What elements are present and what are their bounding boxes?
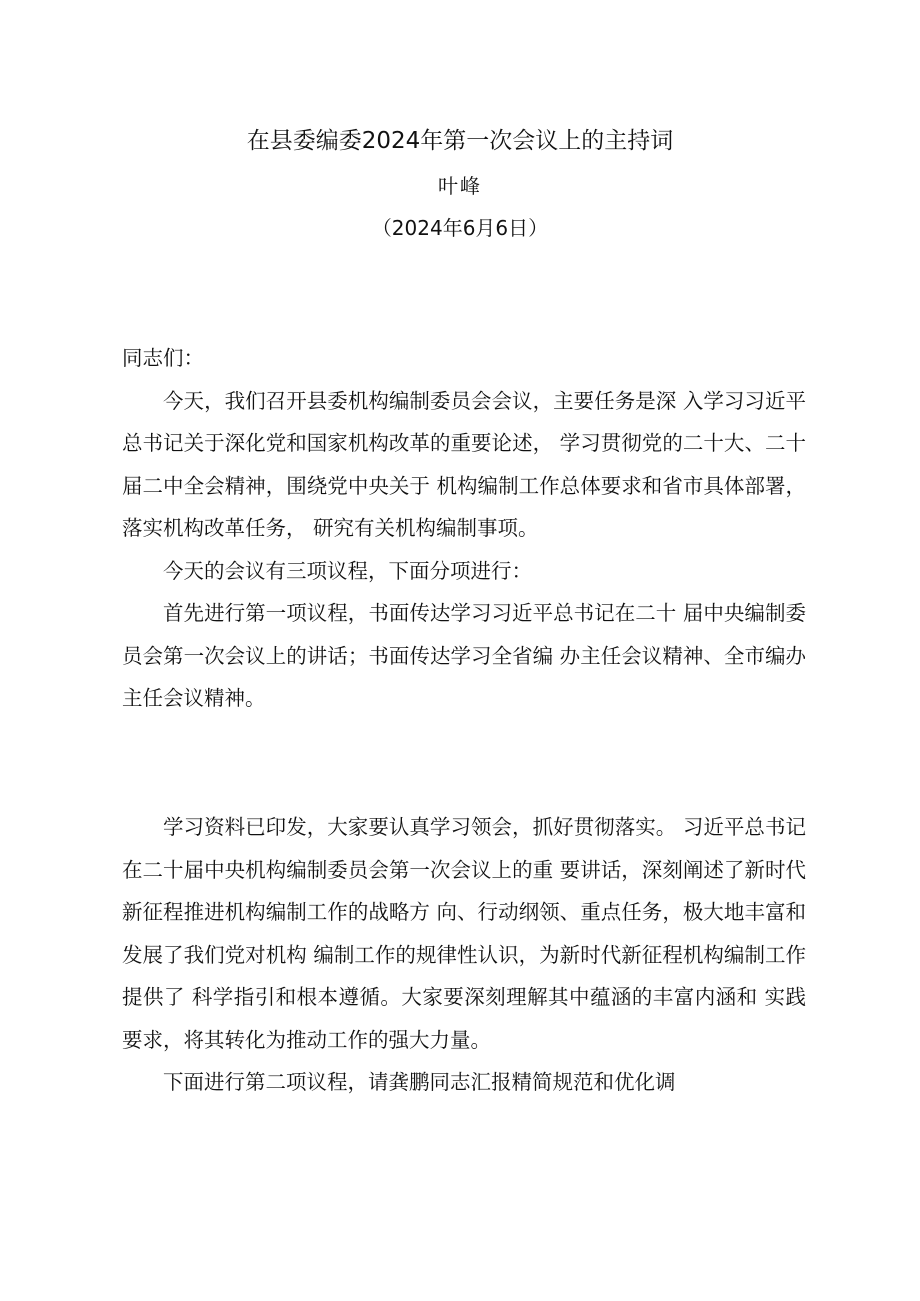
document-title: 在县委编委2024年第一次会议上的主持词	[246, 128, 674, 154]
document-date: （2024年6月6日）	[371, 216, 549, 240]
author-name: 叶峰	[438, 174, 482, 198]
body-section-2	[122, 806, 806, 1104]
paragraph: 今天的会议有三项议程，下面分项进行：	[163, 558, 532, 583]
paragraph: 今天，我们召开县委机构编制委员会会议，主要任务是深 入学习习近平总书记关于深化党和国家机构改革的重要论述， 学习贯彻党的二十大、二十届二中全会精神，围绕党中央关于 机构编制工作总体要求和省市具体部署，落实机构改革任务， 研究有关机构编制事项。	[122, 388, 806, 540]
paragraph: 学习资料已印发，大家要认真学习领会，抓好贯彻落实。 习近平总书记在二十届中央机构编制委员会第一次会议上的重 要讲话，深刻阐述了新时代新征程推进机构编制工作的战略方 向、行动纲领、重点任务，极大地丰富和发展了我们党对机构 编制工作的规律性认识，为新时代新征程机构编制工作提供了 科学指引和根本遵循。大家要深刻理解其中蕴涵的丰富内涵和 实践要求，将其转化为推动工作的强大力量。	[122, 815, 806, 1052]
paragraph: 下面进行第二项议程，请龚鹏同志汇报精简规范和优化调	[163, 1070, 676, 1094]
salutation: 同志们：	[122, 346, 204, 370]
body-section-1	[122, 337, 806, 720]
paragraph: 首先进行第一项议程，书面传达学习习近平总书记在二十 届中央编制委员会第一次会议上的讲话；书面传达学习全省编 办主任会议精神、全市编办主任会议精神。	[122, 601, 806, 710]
